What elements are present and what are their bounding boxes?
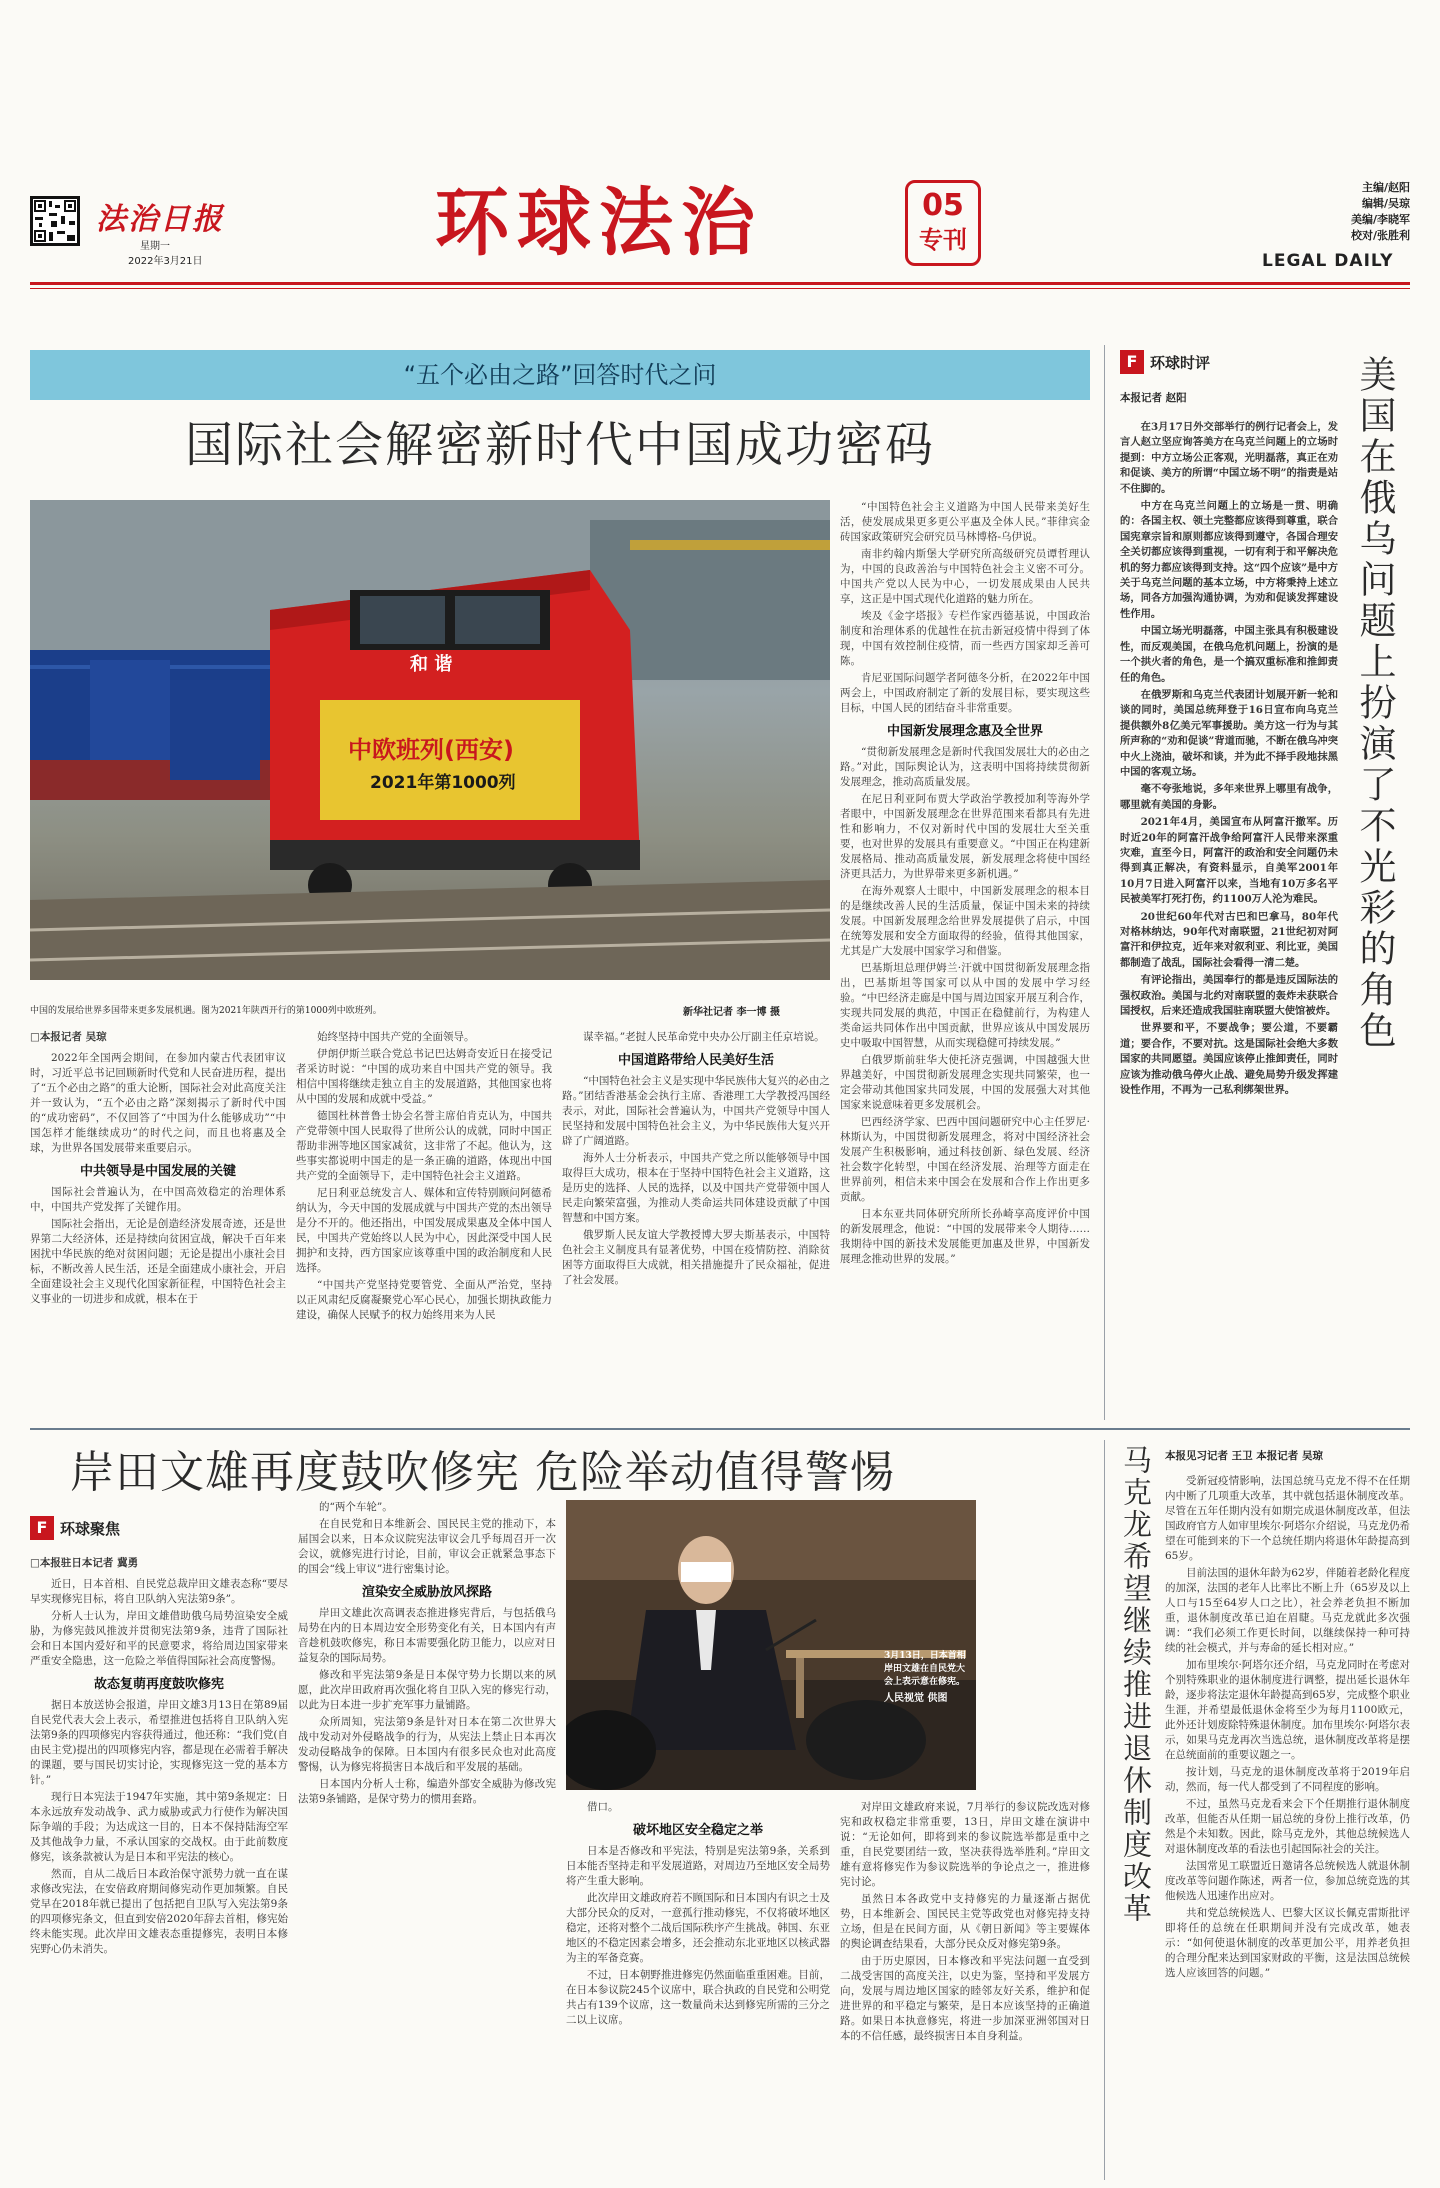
paragraph: “贯彻新发展理念是新时代我国发展壮大的必由之路。”对此，国际舆论认为，这表明中国将持续贯彻新发展理念，推动高质量发展。 xyxy=(840,746,1090,788)
newspaper-logo: 法治日报 xyxy=(96,202,224,237)
staff-editor-in-chief: 主编/赵阳 xyxy=(1361,181,1410,194)
paragraph: 不过，虽然马克龙看来会下个任期推行退休制度改革，但能否从任期一届总统的身份上推行改革，仍然是个未知数。因此，除马克龙外，其他总统候选人对退休制度改革的看法也引起国际社会的关注。 xyxy=(1165,1798,1410,1855)
paragraph: 国际社会指出，无论是创造经济发展奇迹，还是世界第二大经济体，还是持续向贫困宣战，解决千百年来困扰中华民族的绝对贫困问题；无论是提出小康社会目标，不断改善人民生活，还是全面建成小康社会，开启全面建设社会主义现代化国家新征程，中国特色社会主义事业的一切进步和成就，根本在于 xyxy=(30,1218,286,1305)
paragraph: 目前法国的退休年龄为62岁，伴随着老龄化程度的加深，法国的老年人比率比不断上升（65岁及以上人口与15至64岁人口之比），社会养老负担不断加重，退休制度改革已迫在眉睫。马克龙就此多次强调：“我们必须工作更长时间，以继续保持一种可持续的社会模式，并与寿命的延长相对应。” xyxy=(1165,1567,1410,1654)
paragraph: 世界要和平，不要战争；要公道，不要霸道；要合作，不要对抗。这是国际社会绝大多数国家的共同愿望。美国应该停止推卸责任，同时应该为推动俄乌停火止战、避免局势升级发挥建设性作用，不再为一己私利绑架世界。 xyxy=(1120,1022,1338,1097)
article1-column-3 xyxy=(562,1030,830,1410)
paragraph: 肯尼亚国际问题学者阿德冬分析，在2022年中国两会上，中国政府制定了新的发展目标，要实现这些目标，中国人民的团结奋斗非常重要。 xyxy=(840,672,1090,714)
paragraph: 众所周知，宪法第9条是针对日本在第二次世界大战中发动对外侵略战争的行为，从宪法上禁止日本再次发动侵略战争的保障。日本国内有很多民众也对此高度警惕，认为修宪将损害日本战后和平发展的基础。 xyxy=(298,1716,556,1773)
paragraph: “中国特色社会主义是实现中华民族伟大复兴的必由之路。”团结香港基金会执行主席、香港理工大学教授冯国经表示，对此，国际社会普遍认为，中国共产党领导中国人民坚持和发展中国特色社会主义，为中华民族伟大复兴开辟了广阔道路。 xyxy=(562,1075,830,1147)
paragraph: 德国杜林普鲁士协会名誉主席伯肯克认为，中国共产党带领中国人民取得了世所公认的成就，同时中国正帮助非洲等地区国家减贫，这非常了不起。他认为，这些事实都说明中国走的是一条正确的道路，体现出中国共产党的全面领导下，走中国特色社会主义道路。 xyxy=(296,1110,552,1182)
subheading: 渲染安全威胁放风探路 xyxy=(361,1585,492,1600)
article2-headline: 岸田文雄再度鼓吹修宪 危险举动值得警惕 xyxy=(70,1447,895,1498)
paragraph: 始终坚持中国共产党的全面领导。 xyxy=(317,1031,475,1043)
commentary-headline: 美国在俄乌问题上扮演了不光彩的角色 xyxy=(1353,355,1396,1052)
issue-date: 2022年3月21日 xyxy=(128,256,203,267)
paragraph: 在尼日利亚阿布贾大学政治学教授加利等海外学者眼中，中国新发展理念在世界范围来看都具有先进性和影响力，不仅对新时代中国的发展壮大至关重要，也对世界的发展具有重要意义。“中国正在构建新发展格局、推动高质量发展，新发展理念将使中国经济更具活力，为世界带来更多新机遇。” xyxy=(840,793,1090,880)
paragraph: 日本国内分析人士称，编造外部安全威胁为修改宪法第9条铺路，是保守势力的惯用套路。 xyxy=(298,1778,556,1805)
paragraph: 日本是否修改和平宪法，特别是宪法第9条，关系到日本能否坚持走和平发展道路，对周边乃至地区安全局势将产生重大影响。 xyxy=(566,1845,830,1887)
paragraph: 南非约翰内斯堡大学研究所高级研究员谭哲理认为，中国的良政善治与中国特色社会主义密不可分。中国共产党以人民为中心，一切发展成果由人民共享，这正是中国式现代化道路的魅力所在。 xyxy=(840,548,1090,605)
article2-photo xyxy=(566,1500,976,1790)
article1-kicker-band xyxy=(30,350,1090,400)
article2-column-3 xyxy=(566,1800,830,2176)
commentary-label: 环球时评 xyxy=(1150,353,1211,372)
article1-column-2 xyxy=(296,1030,552,1410)
subheading: 中共领导是中国发展的关键 xyxy=(79,1164,236,1179)
paragraph: 不过，日本朝野推进修宪仍然面临重重困难。目前，在日本参议院245个议席中，联合执政的自民党和公明党共占有139个议席，这一数量尚未达到修宪所需的三分之二以上议席。 xyxy=(566,1969,830,2026)
paragraph: 法国常见工联盟近日邀请各总统候选人就退休制度改革等问题作陈述，两者一位，参加总统竞选的其他候选人迅速作出应对。 xyxy=(1165,1860,1410,1902)
paragraph: 中方在乌克兰问题上的立场是一贯、明确的：各国主权、领土完整都应该得到尊重，联合国宪章宗旨和原则都应该得到遵守，各国合理安全关切都应该得到重视，一切有利于和平解决危机的努力都应该得到支持。这“四个应该”是中方关于乌克兰问题的基本立场，中方将秉持上述立场，同各方加强沟通协调，为劝和促谈发挥建设性作用。 xyxy=(1120,500,1338,620)
article1-photo-credit: 新华社记者 李一博 摄 xyxy=(683,1007,780,1018)
article1-photo xyxy=(30,500,830,980)
paragraph: 埃及《金字塔报》专栏作家西德基说，中国政治制度和治理体系的优越性在抗击新冠疫情中得到了体现，中国有效控制住疫情，而一些西方国家却乏善可陈。 xyxy=(840,610,1090,667)
article1-kicker: “五个必由之路”回答时代之问 xyxy=(403,361,717,389)
article1-column-1 xyxy=(30,1030,286,1410)
paragraph: 白俄罗斯前驻华大使托济克强调，中国越强大世界越美好，中国贯彻新发展理念实现共同繁荣，也一定会带动其他国家共同发展，中国的发展强大对其他国家来说意味着更多发展机会。 xyxy=(840,1054,1090,1111)
masthead-rule xyxy=(30,282,1410,285)
paragraph: 按计划，马克龙的退休制度改革将于2019年启动，然而，每一代人都受到了不同程度的影响。 xyxy=(1165,1766,1410,1793)
paragraph: 有评论指出，美国奉行的都是违反国际法的强权政治。美国与北约对南联盟的轰炸未获联合国授权，后来还造成我国驻南联盟大使馆被炸。 xyxy=(1120,974,1338,1018)
paragraph: 俄罗斯人民友谊大学教授博大罗夫斯基表示，中国特色社会主义制度具有显著优势，中国在疫情防控、消除贫困等方面取得巨大成就，相关措施提升了民众福祉，促进了社会发展。 xyxy=(562,1229,830,1286)
paragraph: 虽然日本各政党中支持修宪的力量逐渐占据优势，日本维新会、国民民主党等政党也对修宪持支持立场，但是在民间方面，从《朝日新闻》等主要媒体的舆论调查结果看，大部分民众反对修宪第9条。 xyxy=(840,1893,1090,1950)
article2-label: 环球聚焦 xyxy=(60,1519,121,1538)
paragraph: 加布里埃尔·阿塔尔还介绍，马克龙同时在考虑对个别特殊职业的退休制度进行调整，提出延长退休年龄，逐步将法定退休年龄提高到65岁，完成整个职业生涯，并希望最低退休金将至少为每月1100欧元，此外还计划废除特殊退休制度。加布里埃尔·阿塔尔表示，如果马克龙再次当选总统，退休制度改革将是摆在总统面前的重要议题之一。 xyxy=(1165,1659,1410,1761)
paragraph: 伊朗伊斯兰联合党总书记巴达姆奇安近日在接受记者采访时说：“中国的成功来自中国共产党的领导。我相信中国将继续走独立自主的发展道路，其他国家也将从中国的发展和成就中受益。” xyxy=(296,1048,552,1105)
subheading: 破坏地区安全稳定之举 xyxy=(632,1823,763,1838)
paragraph: 20世纪60年代对古巴和巴拿马，80年代对格林纳达，90年代对南联盟，21世纪初对阿富汗和伊拉克，近年来对叙利亚、利比亚，美国都制造了战乱，国际社会看得一清二楚。 xyxy=(1120,910,1338,969)
paragraph: 岸田文雄此次高调表态推进修宪背后，与包括俄乌局势在内的日本周边安全形势变化有关，日本国内有声音趁机鼓吹修宪，称日本需要强化防卫能力，以应对日益复杂的国际局势。 xyxy=(298,1607,556,1664)
masthead-rule-thin xyxy=(30,288,1410,289)
paragraph: 海外人士分析表示，中国共产党之所以能够领导中国取得巨大成功，根本在于坚持中国特色社会主义道路，这是历史的选择、人民的选择，以及中国共产党带领中国人民走向繁荣富强，为推动人类命运共同体建设贡献了中国智慧和中国方案。 xyxy=(562,1152,830,1224)
paragraph: 在海外观察人士眼中，中国新发展理念的根本目的是继续改善人民的生活质量，保证中国未来的持续发展。中国新发展理念给世界发展提供了启示，中国在统筹发展和安全方面取得的经验，值得其他国家，尤其是广大发展中国家学习和借鉴。 xyxy=(840,885,1090,957)
qr-code xyxy=(30,196,80,246)
paragraph: 2022年全国两会期间，在参加内蒙古代表团审议时，习近平总书记回顾新时代党和人民奋进历程，提出了“五个必由之路”的重大论断，国际社会对此高度关注并一致认为，“五个必由之路”深刻揭示了新时代中国的“成功密码”，不仅回答了“中国为什么能够成功”“中国怎样才能继续成功”的时代之问，而且也将惠及全球，为世界各国发展带来重要启示。 xyxy=(30,1052,286,1154)
staff-list xyxy=(1330,180,1410,244)
column-divider xyxy=(1104,1440,1105,2180)
paragraph: 由于历史原因，日本修改和平宪法问题一直受到二战受害国的高度关注，以史为鉴，坚持和平发展方向，发展与周边地区国家的睦邻友好关系，维护和促进世界的和平稳定与繁荣，是日本应该坚持的正确道路。如果日本执意修宪，将进一步加深亚洲邻国对日本的不信任感，最终损害日本自身利益。 xyxy=(840,1955,1090,2042)
article1-column-4 xyxy=(840,500,1090,1420)
article2-column-1 xyxy=(30,1556,288,2176)
article1-byline: □ 本报记者 吴琼 xyxy=(30,1030,286,1045)
article3-headline: 马克龙希望继续推进退休制度改革 xyxy=(1119,1445,1153,1925)
train-name-plate: 中欧班列(西安) xyxy=(348,736,514,764)
paragraph: 国际社会普遍认为，在中国高效稳定的治理体系中，中国共产党发挥了关键作用。 xyxy=(30,1186,286,1213)
paragraph: 巴基斯坦总理伊姆兰·汗就中国贯彻新发展理念指出，巴基斯坦等国家可以从中国的发展中学习经验。“中巴经济走廊是中国与周边国家开展互利合作，实现共同发展的典范，中国正在稳健前行，为构建人类命运共同体作出中国贡献，世界应该从中国发展历史中吸取中国智慧，从而实现稳健可持续发展。” xyxy=(840,962,1090,1049)
subheading: 中国道路带给人民美好生活 xyxy=(617,1053,774,1068)
page-number: 05 xyxy=(922,188,964,223)
column-logo-icon: F xyxy=(1120,350,1144,374)
article2-photo-credit: 人民视觉 供图 xyxy=(884,1693,948,1704)
article2-byline: □ 本报驻日本记者 冀勇 xyxy=(30,1556,288,1571)
staff-designer: 美编/李晓军 xyxy=(1350,213,1410,226)
paragraph: 共和党总统候选人、巴黎大区议长佩克雷斯批评即将任的总统在任职期间并没有完成改革，她表示：“如何使退休制度的改革更加公平，用养老负担的合理分配来达到国家财政的平衡，这是法国总统候选人应该回答的问题。” xyxy=(1165,1907,1410,1979)
paragraph: 此次岸田文雄政府若不顾国际和日本国内有识之士及大部分民众的反对，一意孤行推动修宪，不仅将破坏地区稳定，还将对整个二战后国际秩序产生挑战。韩国、东亚地区的不稳定因素会增多，还会推动东北亚地区以核武器为主的军备竞赛。 xyxy=(566,1892,830,1964)
paragraph: 日本东亚共同体研究所所长孙崎享高度评价中国的新发展理念，他说：“中国的发展带来令人期待……我期待中国的新技术发展能更加惠及世界，中国新发展理念推动世界的发展。” xyxy=(840,1208,1090,1265)
commentary-column-label xyxy=(1120,350,1210,374)
paragraph: 修改和平宪法第9条是日本保守势力长期以来的夙愿，此次岸田政府再次强化将自卫队入宪的修宪行动，以此为日本进一步扩充军事力量铺路。 xyxy=(298,1669,556,1711)
paragraph: 在3月17日外交部举行的例行记者会上，发言人赵立坚应询答美方在乌克兰问题上的立场时提到：中方立场公正客观，光明磊落，真正在劝和促谈、美方的所谓“中国立场不明”的指责是站不住脚的。 xyxy=(1120,421,1338,495)
commentary-byline: 本报记者 赵阳 xyxy=(1120,392,1187,404)
article2-column-label xyxy=(30,1516,120,1540)
paragraph: 巴西经济学家、巴西中国问题研究中心主任罗尼·林斯认为，中国贯彻新发展理念，将对中国经济社会发展产生积极影响，通过科技创新、绿色发展、经济社会数字化转型，中国在经济发展、治理等方面走在世界前列，相信未来中国会在发展和合作上作出更多贡献。 xyxy=(840,1116,1090,1203)
paragraph: 的“两个车轮”。 xyxy=(319,1501,393,1513)
article1-headline: 国际社会解密新时代中国成功密码 xyxy=(184,417,935,473)
article2-column-2 xyxy=(298,1500,556,2176)
paragraph: 近日，日本首相、自民党总裁岸田文雄表态称“要尽早实现修宪目标，将自卫队纳入宪法第9条”。 xyxy=(30,1578,288,1605)
train-sub-plate: 2021年第1000列 xyxy=(370,773,516,793)
column-logo-icon: F xyxy=(30,1516,54,1540)
article1-photo-caption: 中国的发展给世界多国带来更多发展机遇。图为2021年陕西开行的第1000列中欧班列。 xyxy=(30,1006,382,1016)
issue-weekday: 星期一 xyxy=(140,241,170,252)
paragraph: 谋幸福。”老挝人民革命党中央办公厅副主任京培说。 xyxy=(583,1031,825,1043)
article2-photo-caption: 3月13日，日本首相岸田文雄在自民党大会上表示意在修宪。 人民视觉 供图 xyxy=(884,1650,970,1705)
english-masthead: LEGAL DAILY xyxy=(1262,251,1394,271)
page-number-box xyxy=(905,180,981,266)
commentary-body xyxy=(1120,420,1338,1410)
paragraph: 据日本放送协会报道，岸田文雄3月13日在第89届自民党代表大会上表示，希望推进包括将自卫队纳入宪法第9条的四项修宪内容获得通过，他还称：“我们党(自由民主党)提出的四项修宪内容，都是现在必需着手解决的课题，要与国民切实讨论，实现修宪这一党的基本方针。” xyxy=(30,1699,288,1786)
staff-proofreader: 校对/张胜利 xyxy=(1350,229,1410,242)
paragraph: 对岸田文雄政府来说，7月举行的参议院改选对修宪和政权稳定非常重要，13日，岸田文雄在演讲中说：“无论如何，即将到来的参议院选举都是重中之重，自民党要团结一致，坚决获得选举胜利。”岸田文雄有意将修宪作为参议院选举的争论点之一，推进修宪讨论。 xyxy=(840,1801,1090,1888)
paragraph: 现行日本宪法于1947年实施，其中第9条规定：日本永远放弃发动战争、武力威胁或武力行使作为解决国际争端的手段；为达成这一目的，日本不保持陆海空军及其他战争力量，不承认国家的交战权。由于此前数度修宪，该条款被认为是日本和平宪法的核心。 xyxy=(30,1791,288,1863)
subheading: 中国新发展理念惠及全世界 xyxy=(886,724,1043,739)
section-title: 环球法治 xyxy=(435,180,763,266)
paragraph: 分析人士认为，岸田文雄借助俄乌局势渲染安全威胁，为修宪鼓风推波并贯彻宪法第9条，违背了国际社会和日本国内爱好和平的民意要求，将给周边国家带来严重安全隐患，这一危险之举值得国际社会高度警惕。 xyxy=(30,1610,288,1667)
paragraph: 借口。 xyxy=(587,1801,619,1813)
paragraph: 毫不夸张地说，多年来世界上哪里有战争，哪里就有美国的身影。 xyxy=(1120,783,1338,811)
paragraph: 中国立场光明磊落，中国主张具有积极建设性，而反观美国，在俄乌危机问题上，扮演的是一个拱火者的角色，是一个搞双重标准和推卸责任的角色。 xyxy=(1120,625,1338,684)
paragraph: “中国特色社会主义道路为中国人民带来美好生活，使发展成果更多更公平惠及全体人民。”菲律宾金砖国家政策研究会研究员马林博格-乌伊说。 xyxy=(840,501,1090,543)
paragraph: 尼日利亚总统发言人、媒体和宣传特别顾问阿德希纳认为，今天中国的发展成就与中国共产党的杰出领导是分不开的。他还指出，中国发展成果惠及全体中国人民，中国共产党始终以人民为中心，因此深受中国人民拥护和支持，西方国家应该尊重中国的政治制度和人民选择。 xyxy=(296,1187,552,1274)
article2-column-4 xyxy=(840,1800,1090,2176)
train-top-label: 和 谐 xyxy=(410,654,453,675)
page-type: 专刊 xyxy=(919,226,967,254)
paragraph: 受新冠疫情影响，法国总统马克龙不得不在任期内中断了几项重大改革，其中就包括退休制度改革。尽管在五年任期内没有如期完成退休制度改革，但法国政府官方人如审里埃尔·阿塔尔介绍说，马克龙仍希望在可能到来的下一个总统任期内将退休年龄提高到65岁。 xyxy=(1165,1475,1410,1562)
column-divider xyxy=(1104,345,1105,1420)
section-separator xyxy=(30,1428,1410,1430)
article3-body xyxy=(1165,1474,1410,2178)
paragraph: 在自民党和日本维新会、国民民主党的推动下，本届国会以来，日本众议院宪法审议会几乎每周召开一次会议，就修宪进行讨论，目前，审议会正就紧急事态下的国会“线上审议”进行密集讨论。 xyxy=(298,1518,556,1575)
paragraph: 然而，自从二战后日本政治保守派势力就一直在谋求修改宪法，在安倍政府期间修宪动作更加频繁。自民党早在2018年就已提出了包括把自卫队写入宪法第9条的四项修宪条文，但直到安倍2020年辞去首相，修宪始终未能实现。此次岸田文雄表态重提修宪，表明日本修宪野心仍未消失。 xyxy=(30,1868,288,1955)
subheading: 故态复萌再度鼓吹修宪 xyxy=(93,1677,224,1692)
staff-editor: 编辑/吴琼 xyxy=(1361,197,1410,210)
paragraph: 在俄罗斯和乌克兰代表团计划展开新一轮和谈的同时，美国总统拜登于16日宣布向乌克兰提供额外8亿美元军事援助。美方这一行为与其所声称的“劝和促谈”背道而驰，不断在俄乌冲突中火上浇油，破坏和谈，并为此不择手段地抹黑中国的客观立场。 xyxy=(1120,688,1338,778)
paragraph: 2021年4月，美国宣布从阿富汗撤军。历时近20年的阿富汗战争给阿富汗人民带来深重灾难，直至今日，阿富汗的政治和安全问题仍未得到真正解决，有资料显示，自美军2001年10月7日进入阿富汗以来，当地有10万多名平民被美军打死打伤，约1100万人沦为难民。 xyxy=(1120,816,1338,906)
paragraph: “中国共产党坚持党要管党、全面从严治党，坚持以正风肃纪反腐凝聚党心军心民心，加强长期执政能力建设，确保人民赋予的权力始终用来为人民 xyxy=(296,1279,552,1321)
article3-byline: 本报见习记者 王卫 本报记者 吴琼 xyxy=(1165,1450,1323,1462)
